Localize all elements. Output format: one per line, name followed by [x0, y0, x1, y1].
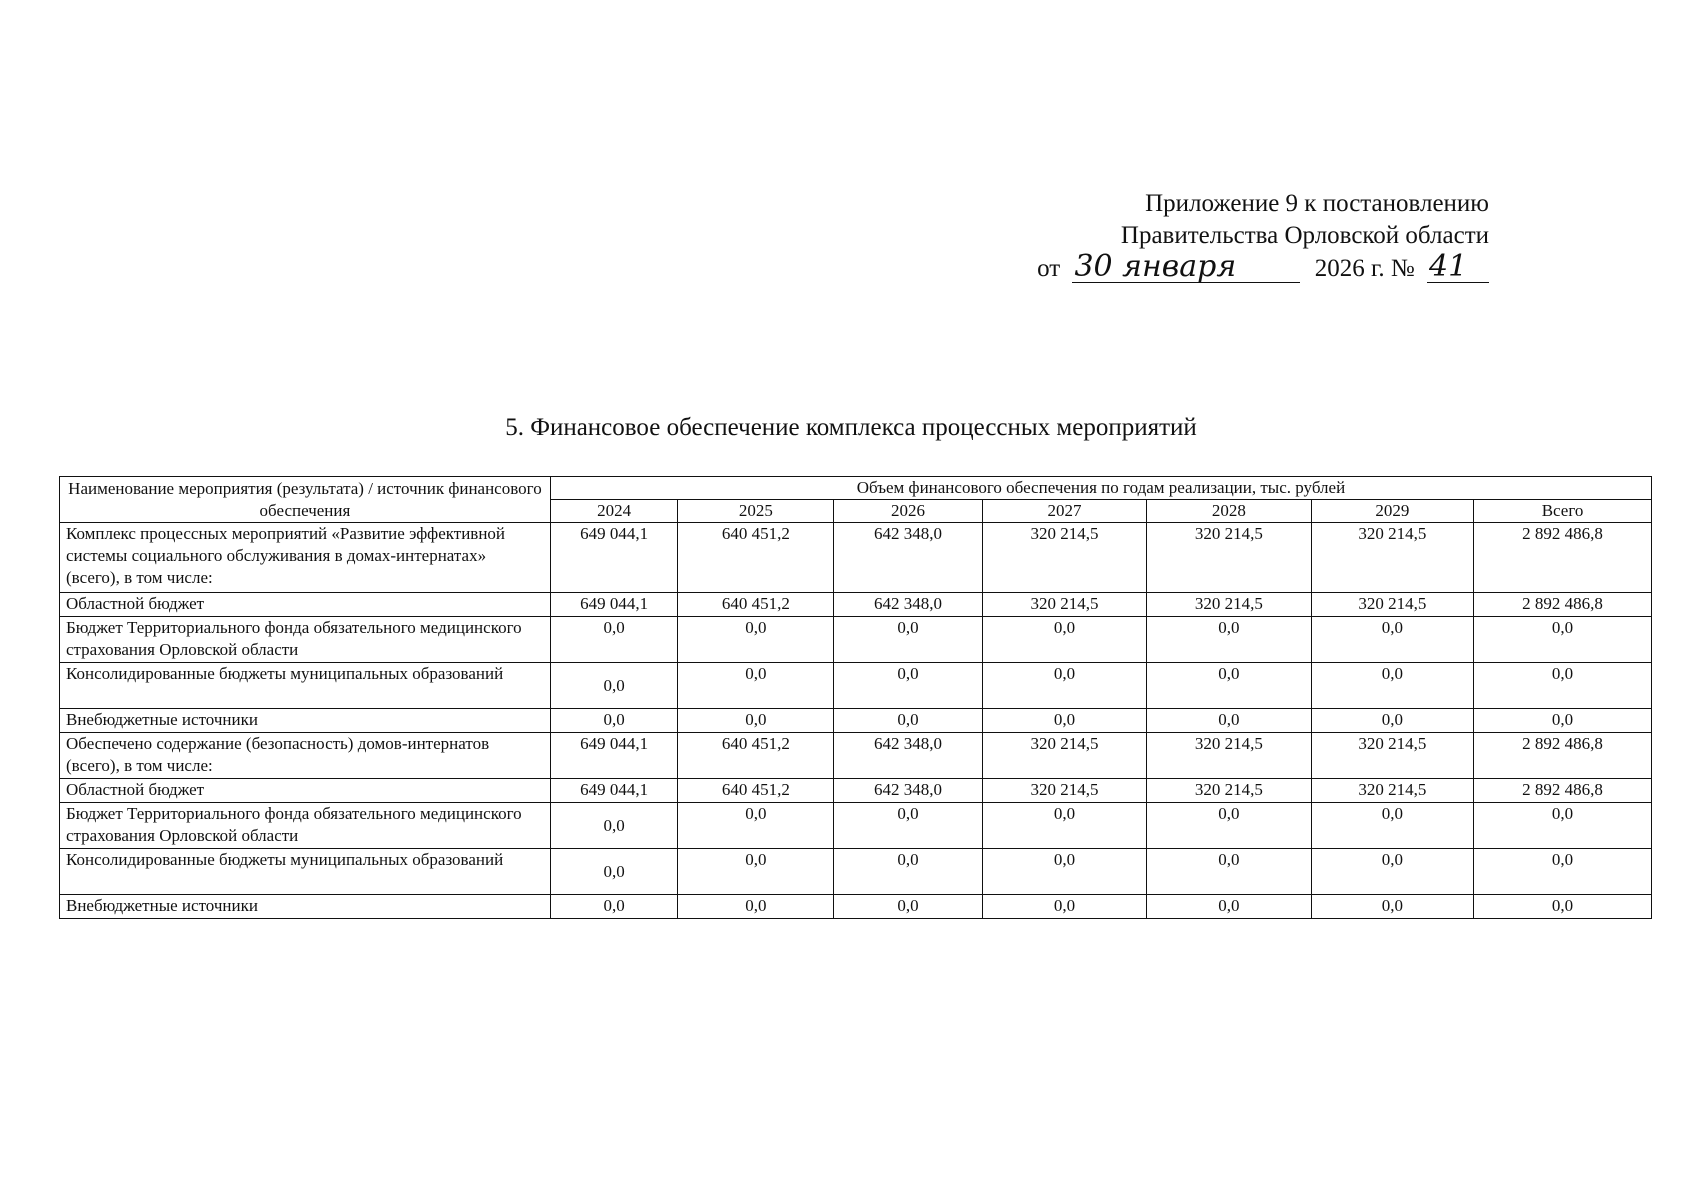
value-cell: 0,0 [1147, 849, 1311, 895]
section-heading: 5. Финансовое обеспечение комплекса процессных мероприятий [505, 414, 1197, 441]
value-cell: 0,0 [982, 617, 1146, 663]
value-cell: 0,0 [678, 663, 834, 709]
value-cell: 0,0 [1474, 849, 1652, 895]
table-row [60, 617, 1652, 663]
value-cell: 320 214,5 [1147, 523, 1311, 593]
table-row [60, 523, 1652, 593]
value-cell: 0,0 [678, 895, 834, 919]
value-cell: 0,0 [1311, 663, 1474, 709]
value-cell: 0,0 [550, 617, 678, 663]
row-name-cell: Консолидированные бюджеты муниципальных образований [60, 849, 551, 895]
row-name-cell: Обеспечено содержание (безопасность) домов-интернатов (всего), в том числе: [60, 733, 551, 779]
row-name-cell: Областной бюджет [60, 779, 551, 803]
row-name-cell: Внебюджетные источники [60, 895, 551, 919]
value-cell: 0,0 [550, 663, 678, 709]
value-cell: 649 044,1 [550, 523, 678, 593]
value-cell: 320 214,5 [982, 593, 1146, 617]
table-row [60, 803, 1652, 849]
value-cell: 0,0 [1147, 663, 1311, 709]
value-cell: 640 451,2 [678, 523, 834, 593]
value-cell: 649 044,1 [550, 593, 678, 617]
value-cell: 0,0 [834, 663, 982, 709]
table-row [60, 779, 1652, 803]
value-cell: 0,0 [550, 849, 678, 895]
value-cell: 0,0 [982, 803, 1146, 849]
value-cell: 0,0 [1474, 663, 1652, 709]
annex-from-prefix: от [1037, 255, 1061, 282]
value-cell: 0,0 [678, 617, 834, 663]
table-row [60, 849, 1652, 895]
value-cell: 0,0 [678, 849, 834, 895]
value-cell: 0,0 [1311, 849, 1474, 895]
value-cell: 0,0 [678, 803, 834, 849]
value-cell: 640 451,2 [678, 733, 834, 779]
value-cell: 320 214,5 [1311, 733, 1474, 779]
value-cell: 0,0 [1147, 895, 1311, 919]
value-cell: 2 892 486,8 [1474, 523, 1652, 593]
value-cell: 0,0 [1311, 617, 1474, 663]
table-row [60, 593, 1652, 617]
value-cell: 0,0 [1474, 803, 1652, 849]
annex-block [1037, 188, 1489, 285]
table-body [60, 523, 1652, 919]
handwritten-date: 30 января [1072, 252, 1300, 283]
value-cell: 640 451,2 [678, 779, 834, 803]
annex-year-number-text: 2026 г. № [1314, 255, 1415, 282]
value-cell: 320 214,5 [982, 733, 1146, 779]
value-cell: 0,0 [550, 709, 678, 733]
value-cell: 0,0 [1474, 709, 1652, 733]
annex-line-1: Приложение 9 к постановлению [1145, 190, 1489, 217]
handwritten-number: 41 [1427, 252, 1489, 283]
table-header-row [60, 477, 1652, 500]
row-name-cell: Областной бюджет [60, 593, 551, 617]
value-cell: 320 214,5 [1147, 593, 1311, 617]
value-cell: 2 892 486,8 [1474, 779, 1652, 803]
value-cell: 642 348,0 [834, 523, 982, 593]
value-cell: 0,0 [550, 803, 678, 849]
value-cell: 649 044,1 [550, 733, 678, 779]
value-cell: 0,0 [1311, 803, 1474, 849]
value-cell: 0,0 [982, 709, 1146, 733]
year-header-cell: Всего [1474, 500, 1652, 523]
year-header-cell: 2027 [982, 500, 1146, 523]
year-header-cell: 2029 [1311, 500, 1474, 523]
value-cell: 320 214,5 [982, 779, 1146, 803]
annex-line-2: Правительства Орловской области [1120, 222, 1489, 249]
value-cell: 0,0 [1147, 617, 1311, 663]
value-cell: 320 214,5 [1147, 779, 1311, 803]
value-cell: 0,0 [1311, 895, 1474, 919]
value-cell: 0,0 [982, 849, 1146, 895]
value-cell: 0,0 [982, 663, 1146, 709]
table-row [60, 709, 1652, 733]
value-cell: 0,0 [834, 617, 982, 663]
value-cell: 320 214,5 [1311, 779, 1474, 803]
value-cell: 0,0 [678, 709, 834, 733]
value-cell: 0,0 [834, 895, 982, 919]
value-cell: 642 348,0 [834, 593, 982, 617]
value-cell: 640 451,2 [678, 593, 834, 617]
value-cell: 320 214,5 [1311, 523, 1474, 593]
value-cell: 0,0 [834, 849, 982, 895]
financial-table [59, 476, 1652, 919]
value-cell: 0,0 [834, 709, 982, 733]
row-name-cell: Внебюджетные источники [60, 709, 551, 733]
value-cell: 642 348,0 [834, 779, 982, 803]
table-row [60, 895, 1652, 919]
value-cell: 0,0 [982, 895, 1146, 919]
value-cell: 0,0 [1147, 709, 1311, 733]
value-cell: 642 348,0 [834, 733, 982, 779]
value-cell: 0,0 [550, 895, 678, 919]
value-cell: 320 214,5 [1311, 593, 1474, 617]
value-cell: 0,0 [1311, 709, 1474, 733]
year-header-cell: 2026 [834, 500, 982, 523]
value-cell: 2 892 486,8 [1474, 733, 1652, 779]
row-name-cell: Бюджет Территориального фонда обязательного медицинского страхования Орловской области [60, 803, 551, 849]
value-cell: 2 892 486,8 [1474, 593, 1652, 617]
value-cell: 320 214,5 [982, 523, 1146, 593]
row-name-cell: Комплекс процессных мероприятий «Развитие эффективной системы социального обслуживания в домах-интернатах» (всего), в том числе: [60, 523, 551, 593]
value-cell: 0,0 [1147, 803, 1311, 849]
year-header-cell: 2024 [550, 500, 678, 523]
value-cell: 0,0 [834, 803, 982, 849]
row-name-cell: Бюджет Территориального фонда обязательного медицинского страхования Орловской области [60, 617, 551, 663]
value-cell: 649 044,1 [550, 779, 678, 803]
value-cell: 320 214,5 [1147, 733, 1311, 779]
table-row [60, 663, 1652, 709]
value-cell: 0,0 [1474, 895, 1652, 919]
header-name-cell: Наименование мероприятия (результата) / источник финансового обеспечения [60, 477, 551, 523]
table-row [60, 733, 1652, 779]
year-header-cell: 2025 [678, 500, 834, 523]
header-volume-cell: Объем финансового обеспечения по годам реализации, тыс. рублей [550, 477, 1651, 500]
row-name-cell: Консолидированные бюджеты муниципальных образований [60, 663, 551, 709]
year-header-cell: 2028 [1147, 500, 1311, 523]
value-cell: 0,0 [1474, 617, 1652, 663]
annex-date-line [1037, 249, 1489, 285]
